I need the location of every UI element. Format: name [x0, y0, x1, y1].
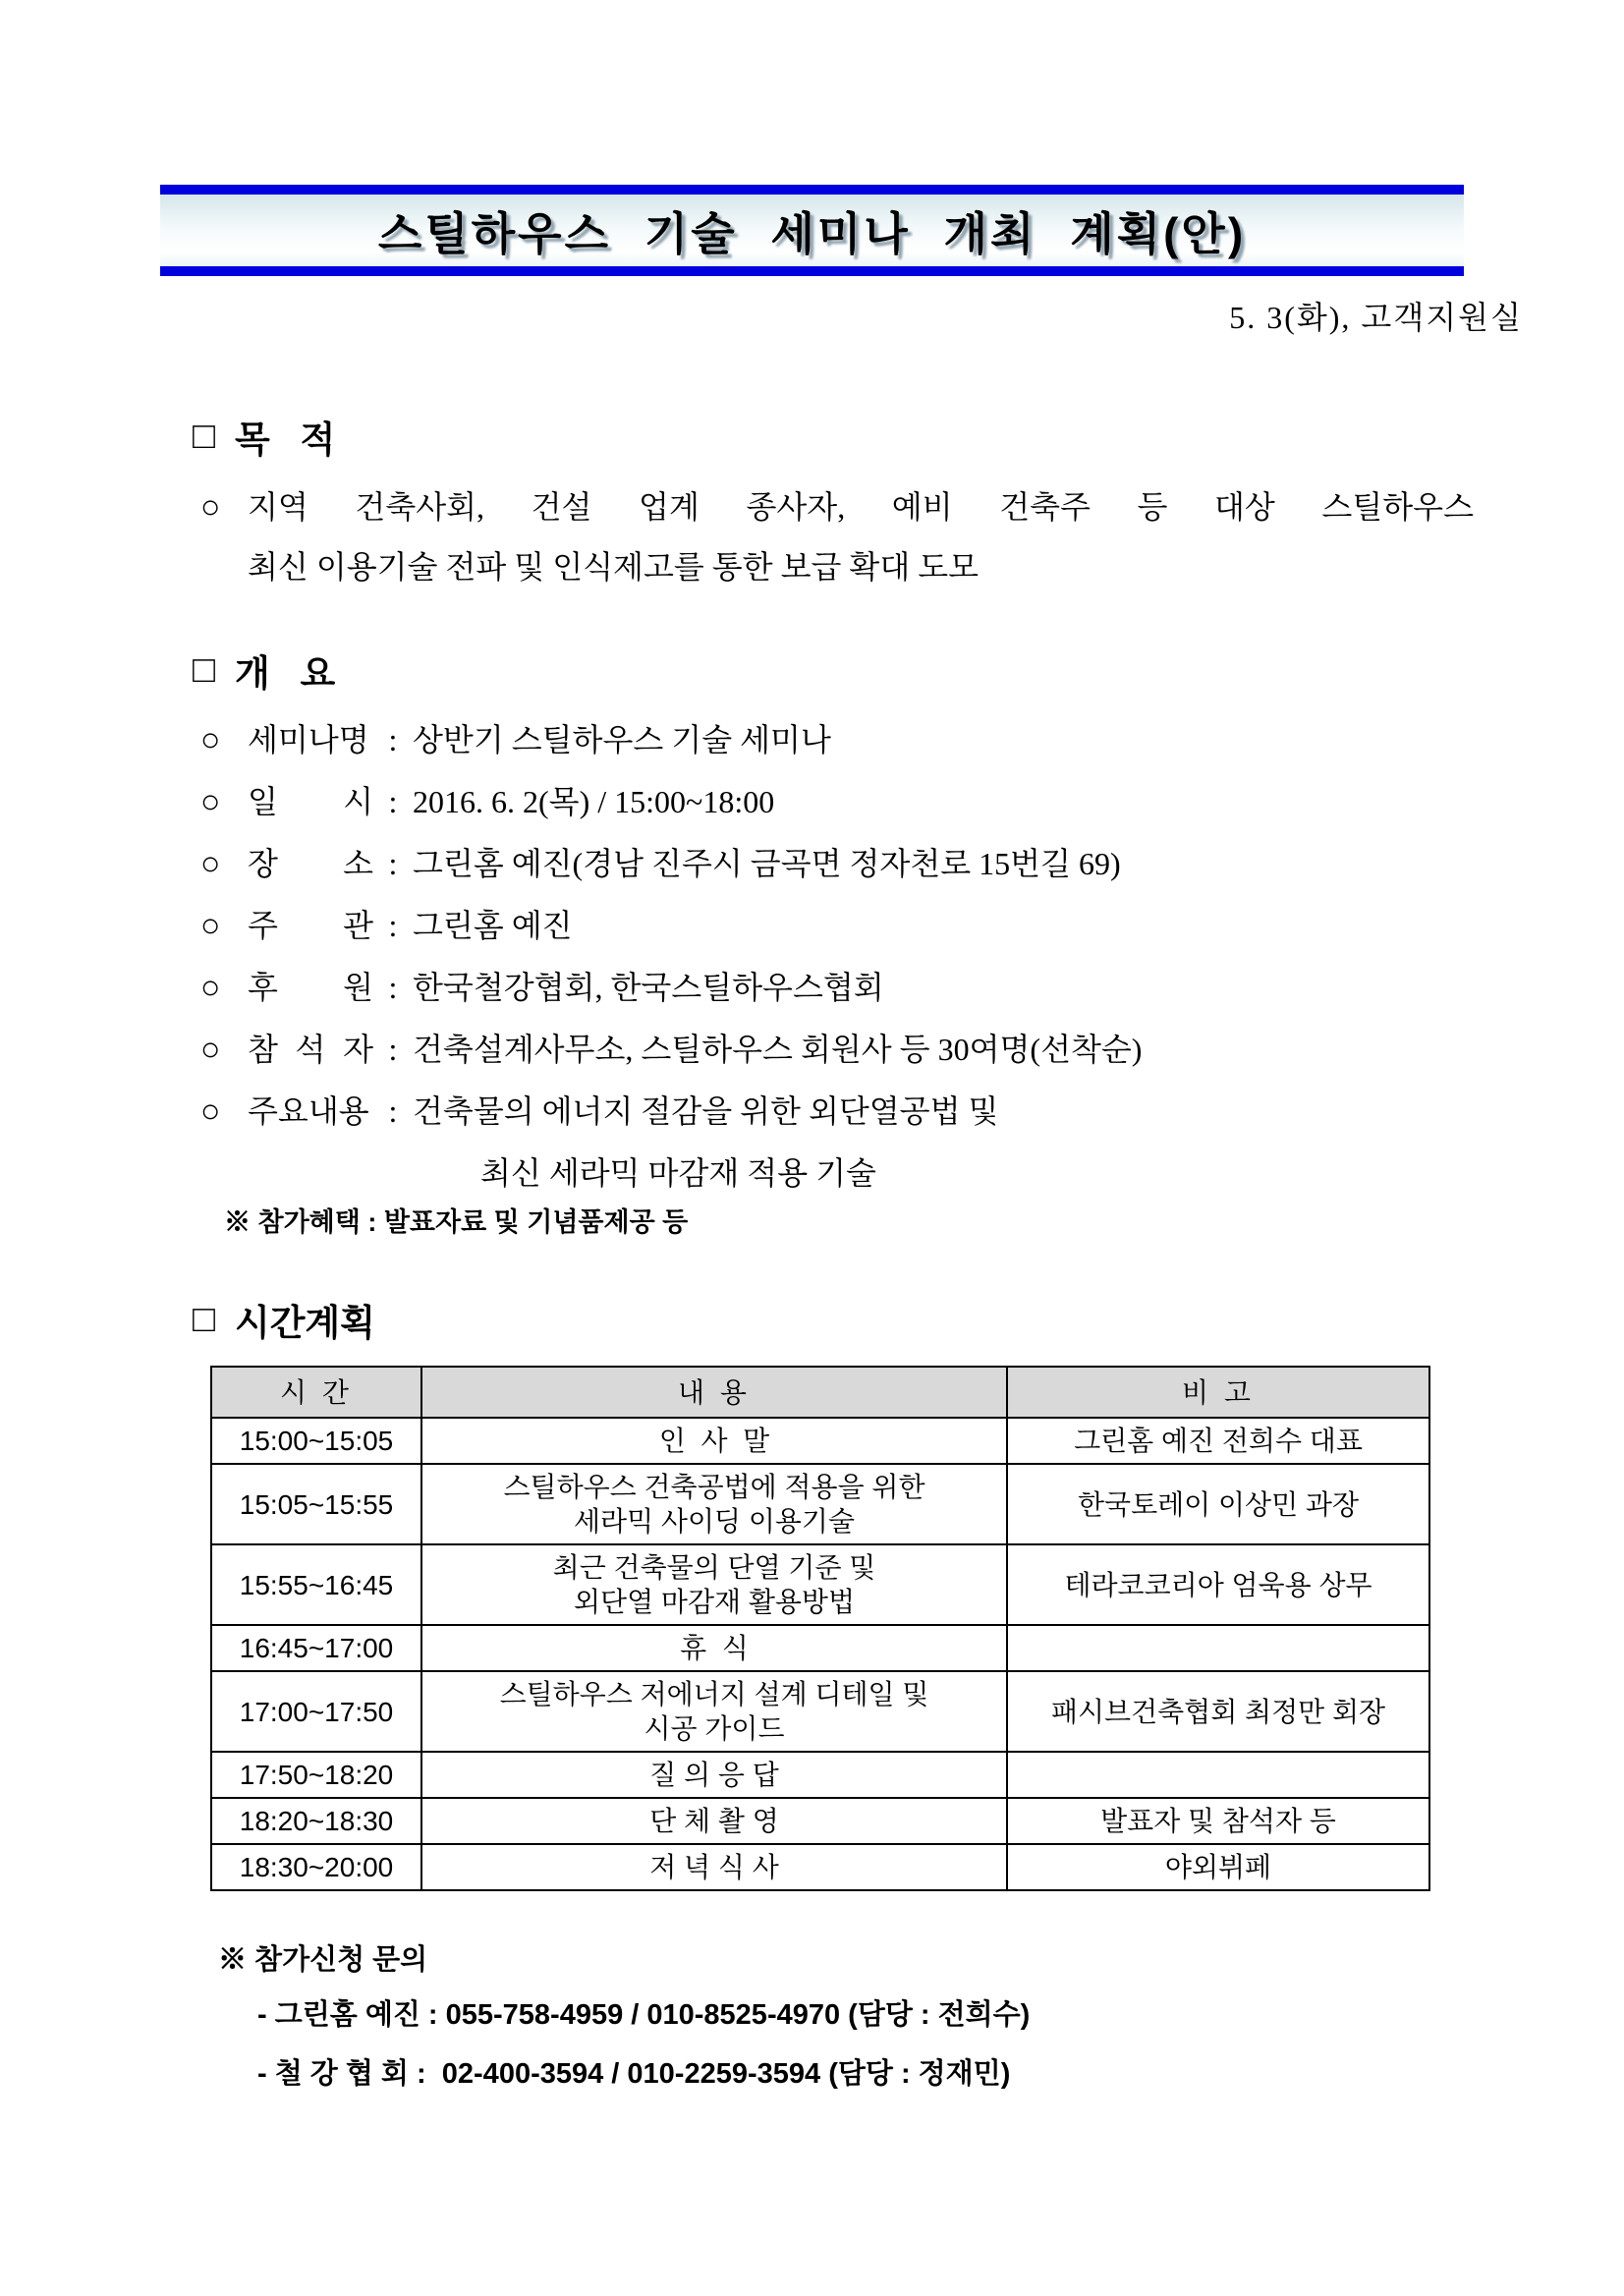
table-row: [211, 1544, 1429, 1625]
purpose-line-2: 최신 이용기술 전파 및 인식제고를 통한 보급 확대 도모: [248, 549, 980, 585]
table-row: [211, 1798, 1429, 1844]
header-note: 비 고: [1007, 1367, 1429, 1418]
circle-bullet-icon: ○: [200, 1032, 221, 1068]
cell-time: 15:55~16:45: [211, 1544, 421, 1625]
overview-item-venue: [200, 833, 1474, 895]
banner-body: [160, 195, 1464, 266]
cell-note: 한국토레이 이상민 과장: [1007, 1464, 1429, 1544]
table-row: [211, 1671, 1429, 1752]
item-label: 일 시: [248, 784, 373, 819]
cell-content: 스틸하우스 저에너지 설계 디테일 및 시공 가이드: [421, 1671, 1007, 1752]
item-separator: :: [388, 908, 398, 943]
contact-steel-association: - 철 강 협 회 : 02-400-3594 / 010-2259-3594 (담당 : 정재민): [257, 2058, 1011, 2090]
table-header-row: [211, 1367, 1429, 1418]
cell-content: 스틸하우스 건축공법에 적용을 위한 세라믹 사이딩 이용기술: [421, 1464, 1007, 1544]
overview-item-organizer: [200, 895, 1474, 957]
banner-top-bar: [160, 185, 1464, 195]
square-bullet-icon: □: [193, 416, 215, 457]
item-label: 주 관: [248, 908, 373, 943]
table-row: [211, 1844, 1429, 1890]
item-label: 세미나명: [248, 722, 369, 757]
title-banner: [160, 185, 1464, 276]
table-row: [211, 1464, 1429, 1544]
cell-note: 그린홈 예진 전희수 대표: [1007, 1418, 1429, 1464]
header-time: 시 간: [211, 1367, 421, 1418]
item-label: 주요내용: [248, 1093, 369, 1129]
cell-content: 휴 식: [421, 1625, 1007, 1671]
document-title: 스틸하우스 기술 세미나 개최 계획(안): [377, 207, 1247, 259]
section-header-schedule: [193, 1293, 375, 1346]
item-value: 2016. 6. 2(목) / 15:00~18:00: [413, 784, 775, 819]
date-department-line: 5. 3(화), 고객지원실: [1229, 300, 1523, 335]
item-value: 그린홈 예진(경남 진주시 금곡면 정자천로 15번길 69): [413, 846, 1121, 881]
cell-note: 패시브건축협회 최정만 회장: [1007, 1671, 1429, 1752]
cell-time: 15:00~15:05: [211, 1418, 421, 1464]
item-separator: :: [388, 1093, 398, 1129]
cell-content: 최근 건축물의 단열 기준 및 외단열 마감재 활용방법: [421, 1544, 1007, 1625]
cell-content: 저 녁 식 사: [421, 1844, 1007, 1890]
overview-item-sponsor: [200, 957, 1474, 1019]
table-row: [211, 1418, 1429, 1464]
item-label: 후 원: [248, 970, 373, 1005]
cell-time: 16:45~17:00: [211, 1625, 421, 1671]
circle-bullet-icon: ○: [200, 846, 221, 882]
purpose-text: [248, 477, 1474, 597]
purpose-line-1: 지역 건축사회, 건설 업계 종사자, 예비 건축주 등 대상 스틸하우스: [248, 489, 1474, 525]
overview-item-attendees: [200, 1019, 1474, 1081]
cell-time: 17:00~17:50: [211, 1671, 421, 1752]
overview-item-main-content-line2: 최신 세라믹 마감재 적용 기술: [480, 1155, 876, 1191]
cell-content: 단 체 촬 영: [421, 1798, 1007, 1844]
item-value: 한국철강협회, 한국스틸하우스협회: [413, 970, 884, 1005]
item-label: 장 소: [248, 846, 373, 881]
section-title-schedule: 시간계획: [234, 1303, 375, 1343]
item-separator: :: [388, 1032, 398, 1067]
item-value: 건축설계사무소, 스틸하우스 회원사 등 30여명(선착순): [413, 1032, 1143, 1067]
section-title-overview: 개 요: [234, 653, 336, 694]
circle-bullet-icon: ○: [200, 970, 221, 1006]
circle-bullet-icon: ○: [200, 722, 221, 758]
table-row: [211, 1752, 1429, 1798]
square-bullet-icon: □: [193, 649, 215, 691]
schedule-table: [210, 1366, 1430, 1891]
circle-bullet-icon: ○: [200, 908, 221, 944]
purpose-body: [200, 477, 1474, 597]
cell-note: 테라코코리아 엄욱용 상무: [1007, 1544, 1429, 1625]
cell-time: 18:30~20:00: [211, 1844, 421, 1890]
application-inquiry-title: ※ 참가신청 문의: [218, 1944, 428, 1976]
section-title-purpose: 목 적: [234, 420, 336, 460]
cell-note: [1007, 1752, 1429, 1798]
item-label: 참 석 자: [248, 1032, 373, 1067]
contact-greenhome: - 그린홈 예진 : 055-758-4959 / 010-8525-4970 (담당 : 전희수): [257, 1999, 1031, 2031]
item-separator: :: [388, 846, 398, 881]
section-header-purpose: [193, 410, 335, 463]
overview-item-seminar-name: [200, 709, 1474, 771]
section-header-overview: [193, 644, 335, 697]
purpose-bullet: [200, 477, 1474, 597]
overview-item-main-content: [200, 1081, 1474, 1143]
header-content: 내 용: [421, 1367, 1007, 1418]
circle-bullet-icon: ○: [200, 784, 221, 820]
cell-time: 15:05~15:55: [211, 1464, 421, 1544]
cell-note: 발표자 및 참석자 등: [1007, 1798, 1429, 1844]
table-row: [211, 1625, 1429, 1671]
participation-benefit-note: ※ 참가혜택 : 발표자료 및 기념품제공 등: [224, 1207, 689, 1237]
item-separator: :: [388, 970, 398, 1005]
item-value: 건축물의 에너지 절감을 위한 외단열공법 및: [413, 1093, 999, 1129]
overview-items: [200, 709, 1474, 1204]
item-value: 상반기 스틸하우스 기술 세미나: [413, 722, 831, 757]
item-separator: :: [388, 722, 398, 757]
cell-time: 17:50~18:20: [211, 1752, 421, 1798]
banner-bottom-bar: [160, 266, 1464, 276]
circle-bullet-icon: ○: [200, 489, 221, 526]
square-bullet-icon: □: [193, 1299, 215, 1340]
cell-note: [1007, 1625, 1429, 1671]
cell-note: 야외뷔페: [1007, 1844, 1429, 1890]
item-value: 그린홈 예진: [413, 908, 573, 943]
cell-time: 18:20~18:30: [211, 1798, 421, 1844]
cell-content: 인 사 말: [421, 1418, 1007, 1464]
circle-bullet-icon: ○: [200, 1093, 221, 1130]
item-separator: :: [388, 784, 398, 819]
cell-content: 질 의 응 답: [421, 1752, 1007, 1798]
overview-item-datetime: [200, 771, 1474, 833]
